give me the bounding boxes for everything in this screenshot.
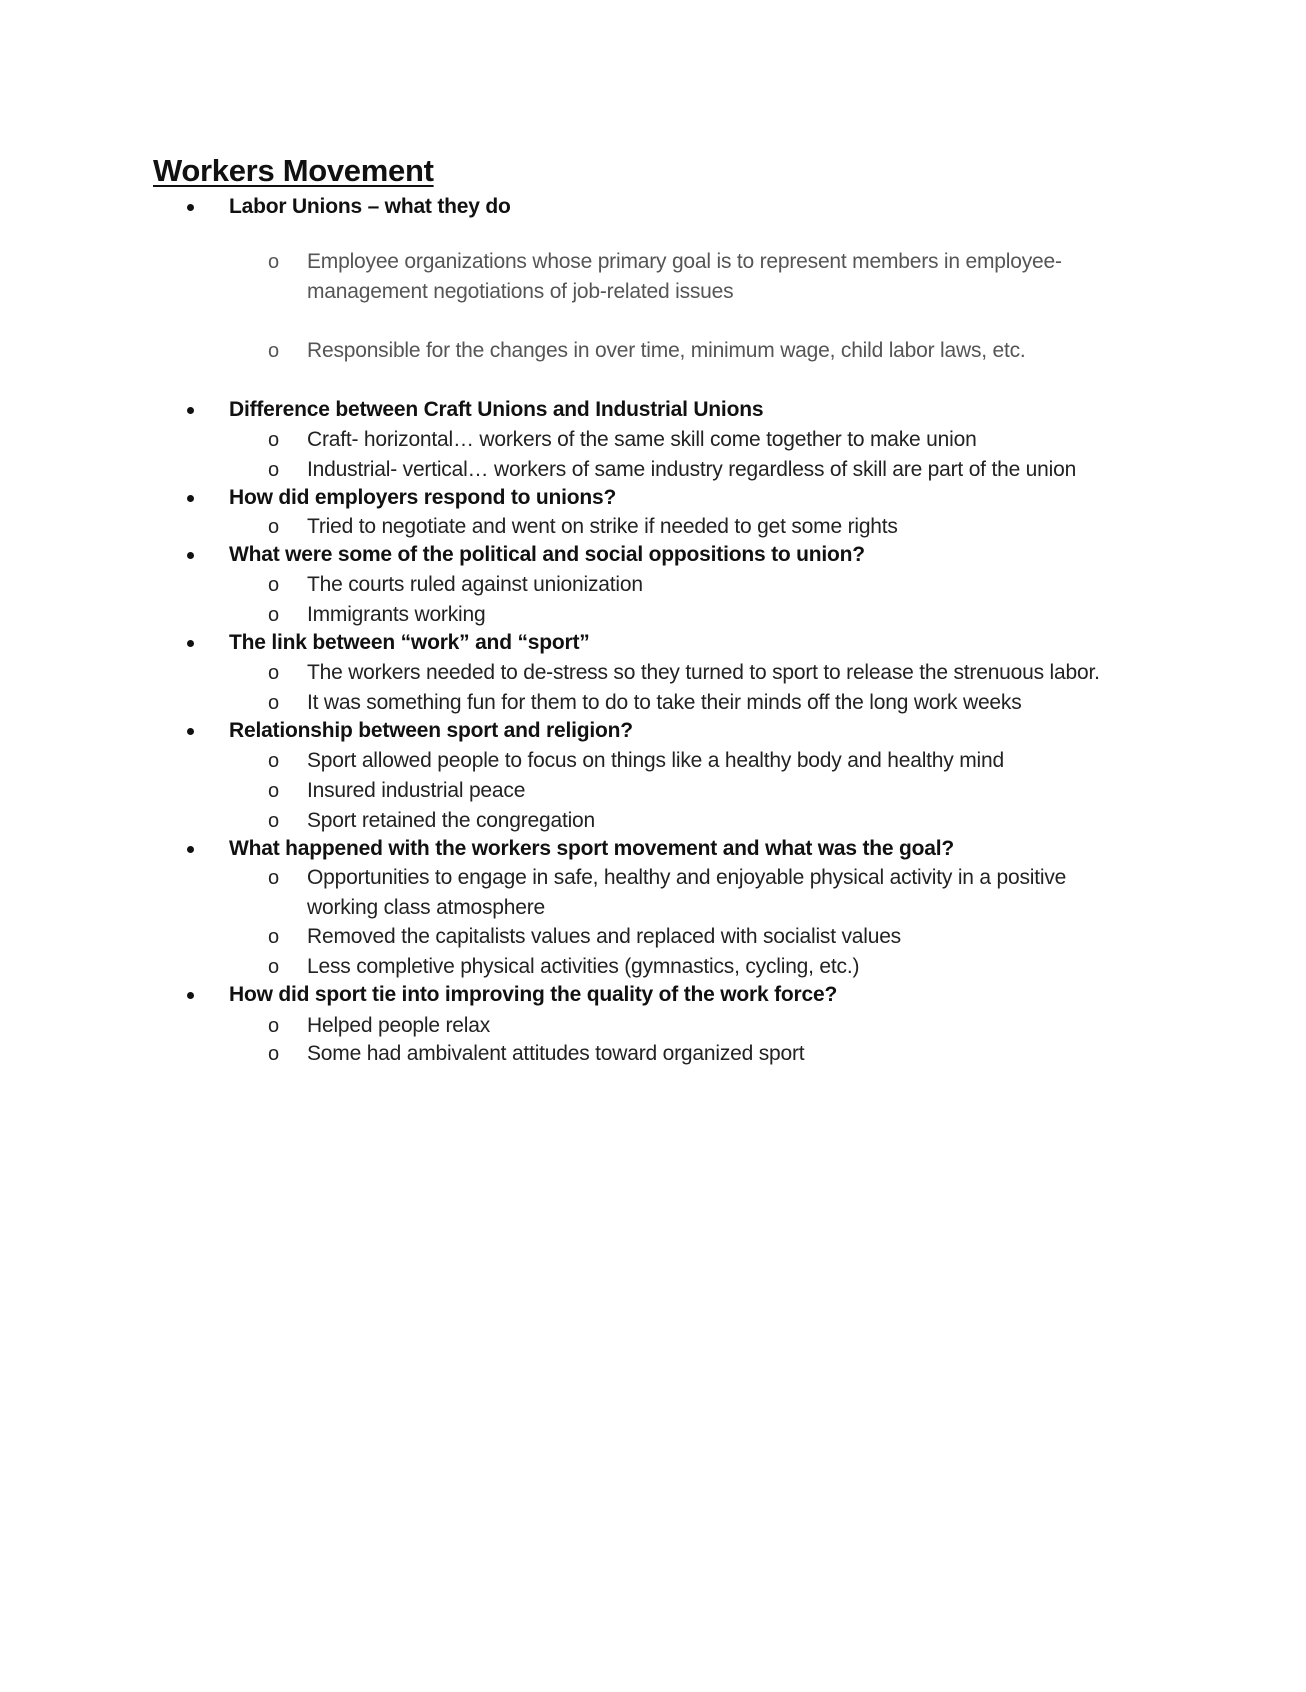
answer-text: Immigrants working [307, 603, 486, 626]
bullet-icon [187, 992, 194, 999]
answer-text: Removed the capitalists values and replaced with socialist values [307, 925, 901, 948]
sub-bullet-icon: o [268, 867, 279, 889]
answer-text: Industrial- vertical… workers of same industry regardless of skill are part of the union [307, 458, 1077, 481]
answer-text: Sport allowed people to focus on things like a healthy body and healthy mind [307, 749, 1004, 772]
document-title: Workers Movement [153, 153, 434, 188]
question-text: How did sport tie into improving the quality of the work force? [229, 983, 838, 1006]
sub-bullet-icon: o [268, 340, 279, 362]
answer-text: Craft- horizontal… workers of the same skill come together to make union [307, 428, 977, 451]
sub-bullet-icon: o [268, 956, 279, 978]
answer-text: Responsible for the changes in over time, minimum wage, child labor laws, etc. [307, 339, 1026, 362]
answer-text: The courts ruled against unionization [307, 573, 643, 596]
question-text: How did employers respond to unions? [229, 486, 617, 509]
bullet-icon [187, 640, 194, 647]
bullet-icon [187, 204, 194, 211]
bullet-icon [187, 495, 194, 502]
answer-text: Insured industrial peace [307, 779, 526, 802]
bullet-icon [187, 407, 194, 414]
bullet-icon [187, 728, 194, 735]
sub-bullet-icon: o [268, 926, 279, 948]
sub-bullet-icon: o [268, 1015, 279, 1037]
sub-bullet-icon: o [268, 429, 279, 451]
question-text: Difference between Craft Unions and Industrial Unions [229, 398, 764, 421]
answer-text: Opportunities to engage in safe, healthy and enjoyable physical activity in a positive working class atmosphere [307, 866, 1067, 919]
sub-bullet-icon: o [268, 780, 279, 802]
answer-text: Helped people relax [307, 1014, 490, 1037]
answer-text: It was something fun for them to do to take their minds off the long work weeks [307, 691, 1022, 714]
bullet-icon [187, 846, 194, 853]
sub-bullet-icon: o [268, 810, 279, 832]
sub-bullet-icon: o [268, 251, 279, 273]
question-text: Relationship between sport and religion? [229, 719, 633, 742]
sub-bullet-icon: o [268, 750, 279, 772]
sub-bullet-icon: o [268, 574, 279, 596]
sub-bullet-icon: o [268, 1043, 279, 1065]
question-text: The link between “work” and “sport” [229, 631, 590, 654]
sub-bullet-icon: o [268, 604, 279, 626]
question-text: Labor Unions – what they do [229, 195, 511, 218]
sub-bullet-icon: o [268, 662, 279, 684]
answer-text: Sport retained the congregation [307, 809, 596, 832]
answer-text: The workers needed to de-stress so they turned to sport to release the strenuous labor. [307, 661, 1100, 684]
question-text: What were some of the political and social oppositions to union? [229, 543, 865, 566]
bullet-icon [187, 552, 194, 559]
answer-text: Employee organizations whose primary goal is to represent members in employee-management negotiations of job-related issues [307, 250, 1062, 303]
answer-text: Some had ambivalent attitudes toward organized sport [307, 1042, 805, 1065]
question-text: What happened with the workers sport movement and what was the goal? [229, 837, 954, 860]
answer-text: Less completive physical activities (gymnastics, cycling, etc.) [307, 955, 860, 978]
answer-text: Tried to negotiate and went on strike if needed to get some rights [307, 515, 898, 538]
sub-bullet-icon: o [268, 692, 279, 714]
sub-bullet-icon: o [268, 516, 279, 538]
sub-bullet-icon: o [268, 459, 279, 481]
